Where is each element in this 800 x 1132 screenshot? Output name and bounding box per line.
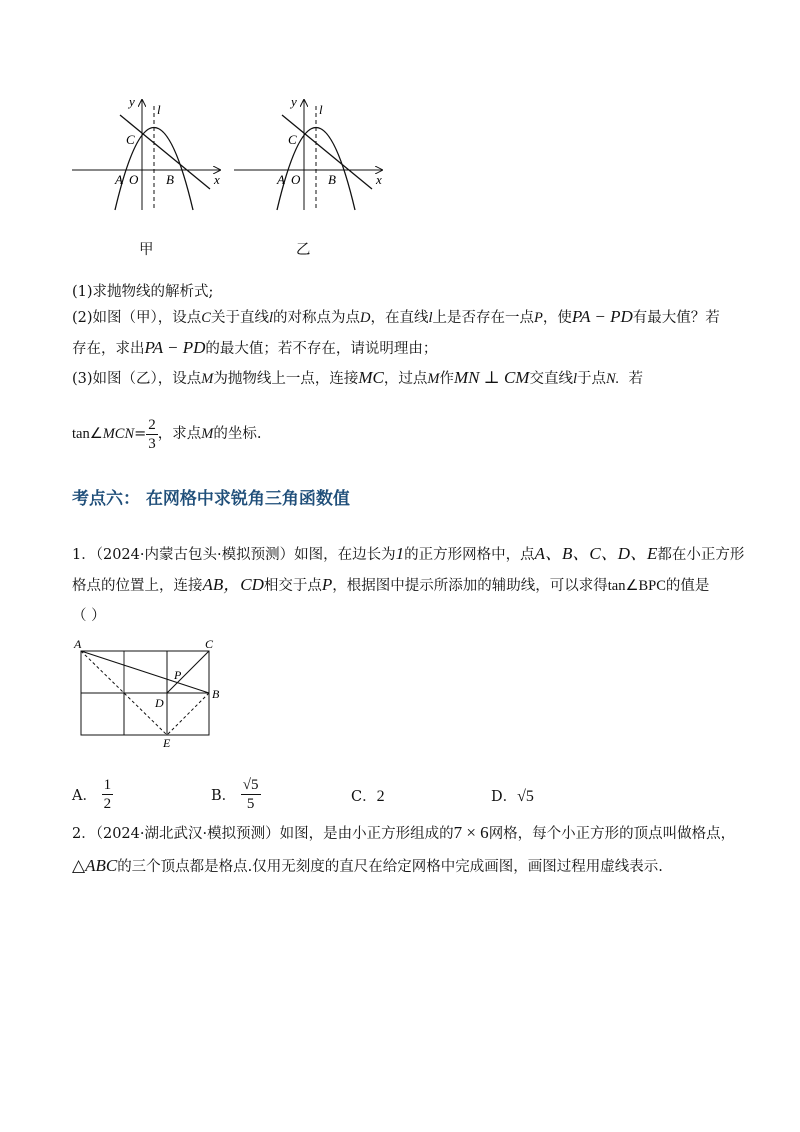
seg-ab <box>81 651 209 693</box>
label-c: C <box>126 132 135 147</box>
label-o: O <box>291 172 301 187</box>
option-a[interactable]: A． $\frac{1}{2}$ <box>72 777 112 812</box>
q1-answer-paren: （ ） <box>72 608 106 624</box>
figure-jia <box>70 92 230 212</box>
question-part-3-line2: tan∠MCN= $\frac{2}{3}$ ，求点M的坐标. <box>72 416 262 452</box>
q1-line2: 格点的位置上，连接AB，CD相交于点P，根据图中提示所添加的辅助线，可以求得tan∠BPC的值是 <box>72 575 710 594</box>
question-part-1: (1)求抛物线的解析式; <box>72 284 214 300</box>
label-a: A <box>115 172 123 187</box>
grid-label-a: A <box>74 637 82 651</box>
figure-jia-caption: 甲 <box>139 242 154 258</box>
label-b: B <box>328 172 336 187</box>
figure-yi-caption: 乙 <box>296 242 311 258</box>
grid-label-c: C <box>205 637 214 651</box>
grid-label-d: D <box>155 696 164 710</box>
label-x: x <box>214 172 220 187</box>
section-heading: 考点六： 在网格中求锐角三角函数值 <box>72 489 350 509</box>
question-part-2-line1: (2)如图（甲），设点C关于直线l的对称点为点D，在直线l上是否存在一点P，使PA − PD有最大值？若 <box>72 307 720 326</box>
grid-label-b: B <box>212 687 220 701</box>
label-l: l <box>157 102 161 117</box>
q1-line1: 1．（2024·内蒙古包头·模拟预测）如图，在边长为1的正方形网格中，点A、B、C、D、E都在小正方形 <box>72 544 745 563</box>
question-part-2-line2: 存在，求出PA − PD的最大值；若不存在，请说明理由； <box>72 338 438 357</box>
grid-label-e: E <box>163 736 171 750</box>
grid-label-p: P <box>174 668 182 682</box>
label-c: C <box>288 132 297 147</box>
option-c[interactable]: C．2 <box>351 788 385 805</box>
q2-line2: △ABC的三个顶点都是格点.仅用无刻度的直尺在给定网格中完成画图，画图过程用虚线表示. <box>72 856 663 875</box>
label-a: A <box>277 172 285 187</box>
question-part-3-line1: (3)如图（乙），设点M为抛物线上一点，连接MC，过点M作MN ⊥ CM交直线l于点N. 若 <box>72 368 644 387</box>
label-o: O <box>129 172 139 187</box>
label-x: x <box>376 172 382 187</box>
q2-line1: 2．（2024·湖北武汉·模拟预测）如图，是由小正方形组成的7 × 6网格，每个小正方形的顶点叫做格点， <box>72 823 736 842</box>
q1-grid-figure <box>70 636 230 751</box>
option-b[interactable]: B． $\frac{√5}{5}$ <box>211 777 259 812</box>
option-d[interactable]: D．√5 <box>491 788 534 805</box>
figure-yi <box>232 92 392 212</box>
label-l: l <box>319 102 323 117</box>
label-b: B <box>166 172 174 187</box>
label-y: y <box>291 94 297 109</box>
fraction-two-thirds: $\frac{2}{3}$ <box>148 416 156 452</box>
seg-be-dashed <box>167 693 209 735</box>
label-y: y <box>129 94 135 109</box>
